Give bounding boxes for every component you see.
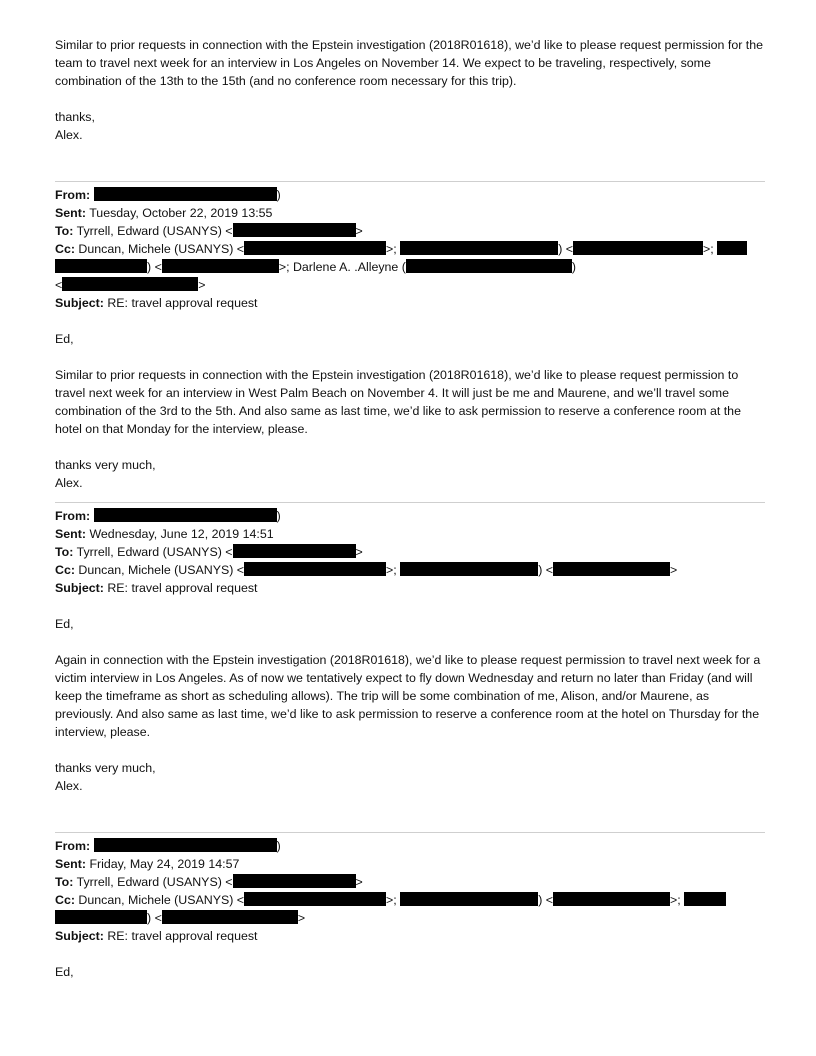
punct: ) < <box>147 260 162 274</box>
cc-value: Duncan, Michele (USANYS) < <box>78 563 245 577</box>
to-label: To: <box>55 224 74 238</box>
cc-label: Cc: <box>55 563 75 577</box>
cc-extra: ; Darlene A. .Alleyne ( <box>286 260 406 274</box>
email-closing: thanks very much, <box>55 458 156 472</box>
redaction-block <box>162 910 298 924</box>
redaction-block <box>573 241 703 255</box>
intro-signature: Alex. <box>55 128 83 142</box>
punct: ) <box>276 188 281 202</box>
punct: >; <box>670 893 681 907</box>
subject-line <box>55 294 765 312</box>
from-line <box>55 837 765 855</box>
sent-label: Sent: <box>55 857 86 871</box>
redaction-block <box>244 241 386 255</box>
subject-label: Subject: <box>55 581 104 595</box>
redaction-block <box>406 259 572 273</box>
cc-label: Cc: <box>55 893 75 907</box>
sent-line <box>55 525 765 543</box>
cc-line <box>55 891 765 909</box>
cc-value: Duncan, Michele (USANYS) < <box>78 242 245 256</box>
email-header-3 <box>55 837 765 945</box>
cc-line-continued <box>55 276 765 294</box>
email-body: Again in connection with the Epstein investigation (2018R01618), we’d like to please request permission to travel next week for a victim interview in Los Angeles. As of now we tentatively expect to fly down Wednesday and return no later than Friday (and will keep the timeframe as short as scheduling allows). The trip will be some combination of me, Alison, and/or Maurene, as previously. And also same as last time, we’d like to ask permission to reserve a conference room at the hotel on Thursday for the interview, please. <box>55 653 761 739</box>
intro-paragraph: Similar to prior requests in connection with the Epstein investigation (2018R01618), we’d like to please request permission for the team to travel next week for an interview in Los Angeles on November 14. We expect to be traveling, respectively, some combination of the 13th to the 15th (and no conference room necessary for this trip). <box>55 38 764 88</box>
email-closing: thanks very much, <box>55 761 156 775</box>
to-line <box>55 222 765 240</box>
punct: >; <box>703 242 714 256</box>
to-label: To: <box>55 545 74 559</box>
punct: >; <box>386 893 397 907</box>
to-line <box>55 873 765 891</box>
email-greeting: Ed, <box>55 965 74 979</box>
email-signature: Alex. <box>55 779 83 793</box>
punct: ) < <box>147 911 162 925</box>
cc-line <box>55 561 765 579</box>
redaction-block <box>684 892 726 906</box>
email-header-2 <box>55 507 765 597</box>
sent-line <box>55 204 765 222</box>
to-value: Tyrrell, Edward (USANYS) < <box>76 224 233 238</box>
redaction-block <box>553 892 670 906</box>
to-value: Tyrrell, Edward (USANYS) < <box>76 875 233 889</box>
email-greeting: Ed, <box>55 617 74 631</box>
email-header-1 <box>55 186 765 312</box>
cc-line-continued <box>55 258 765 276</box>
redaction-block <box>244 892 386 906</box>
sent-line <box>55 855 765 873</box>
to-label: To: <box>55 875 74 889</box>
redaction-block <box>162 259 279 273</box>
intro-closing: thanks, <box>55 110 95 124</box>
cc-value: Duncan, Michele (USANYS) < <box>78 893 245 907</box>
redaction-block <box>55 259 147 273</box>
punct: > <box>355 545 363 559</box>
punct: > <box>198 278 206 292</box>
from-label: From: <box>55 509 91 523</box>
cc-label: Cc: <box>55 242 75 256</box>
punct: > <box>355 875 363 889</box>
sent-label: Sent: <box>55 206 86 220</box>
subject-value: RE: travel approval request <box>107 929 258 943</box>
punct: ) < <box>558 242 573 256</box>
redaction-block <box>400 241 558 255</box>
redaction-block <box>717 241 747 255</box>
redaction-block <box>400 562 538 576</box>
from-label: From: <box>55 188 91 202</box>
to-value: Tyrrell, Edward (USANYS) < <box>76 545 233 559</box>
redaction-block <box>233 544 356 558</box>
sent-label: Sent: <box>55 527 86 541</box>
subject-label: Subject: <box>55 929 104 943</box>
redaction-block <box>94 187 277 201</box>
punct: ) <box>276 839 281 853</box>
punct: ) < <box>538 563 553 577</box>
subject-line <box>55 579 765 597</box>
subject-line <box>55 927 765 945</box>
redaction-block <box>553 562 670 576</box>
email-body: Similar to prior requests in connection with the Epstein investigation (2018R01618), we’d like to please request permission to travel next week for an interview in West Palm Beach on November 4. It will just be me and Maurene, and we’ll travel some combination of the 3rd to the 5th. And also same as last time, we’d like to ask permission to reserve a conference room at the hotel on that Monday for the interview, please. <box>55 368 741 436</box>
cc-line <box>55 240 765 258</box>
redaction-block <box>55 910 147 924</box>
punct: > <box>297 911 306 925</box>
punct: > <box>355 224 363 238</box>
sent-value: Tuesday, October 22, 2019 13:55 <box>89 206 273 220</box>
punct: ) < <box>538 893 553 907</box>
email-greeting: Ed, <box>55 332 74 346</box>
email-document <box>55 36 765 981</box>
cc-line-continued <box>55 909 765 927</box>
redaction-block <box>400 892 538 906</box>
from-line <box>55 507 765 525</box>
punct: > <box>670 563 678 577</box>
redaction-block <box>62 277 198 291</box>
punct: ) <box>276 509 281 523</box>
punct: < <box>55 278 63 292</box>
punct: > <box>278 260 287 274</box>
sent-value: Wednesday, June 12, 2019 14:51 <box>89 527 274 541</box>
sent-value: Friday, May 24, 2019 14:57 <box>89 857 240 871</box>
from-label: From: <box>55 839 91 853</box>
from-line <box>55 186 765 204</box>
redaction-block <box>94 508 277 522</box>
redaction-block <box>233 874 356 888</box>
email-signature: Alex. <box>55 476 83 490</box>
subject-label: Subject: <box>55 296 104 310</box>
subject-value: RE: travel approval request <box>107 296 258 310</box>
punct: ) <box>571 260 577 274</box>
to-line <box>55 543 765 561</box>
punct: >; <box>386 563 397 577</box>
redaction-block <box>233 223 356 237</box>
redaction-block <box>94 838 277 852</box>
punct: >; <box>386 242 397 256</box>
subject-value: RE: travel approval request <box>107 581 258 595</box>
redaction-block <box>244 562 386 576</box>
